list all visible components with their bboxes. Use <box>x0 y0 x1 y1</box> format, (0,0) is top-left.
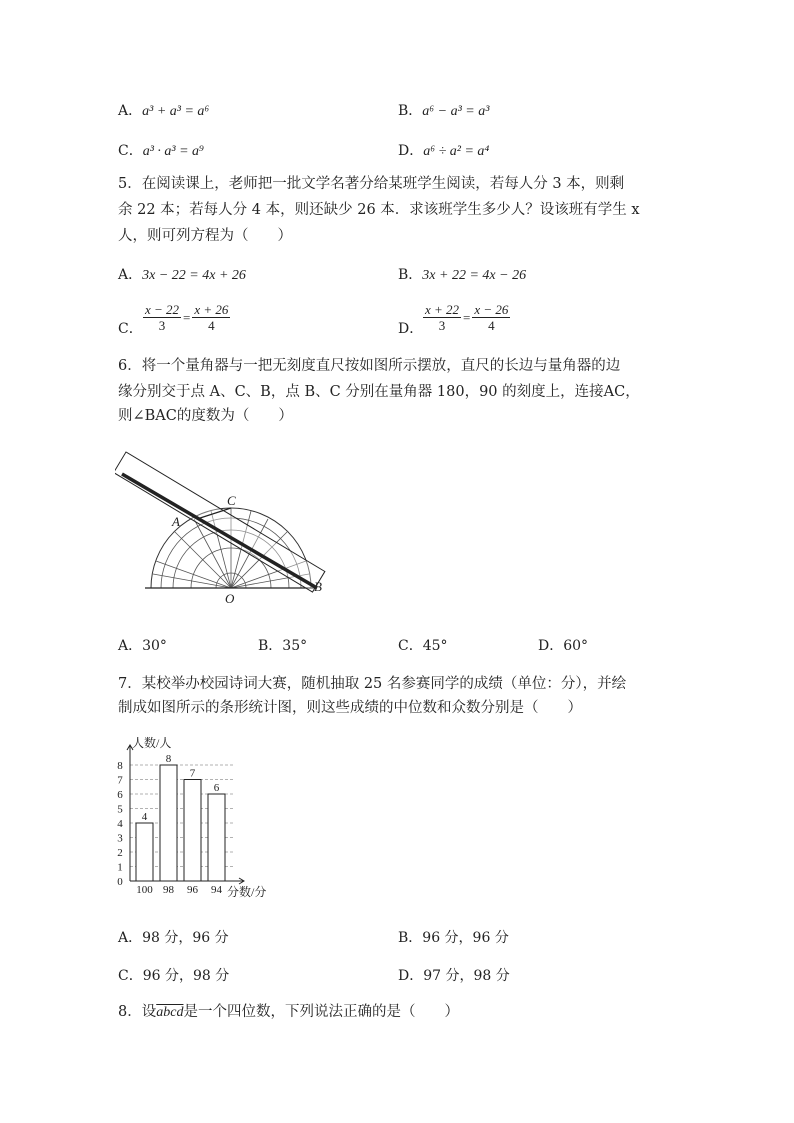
fraction-denominator: 4 <box>488 318 495 333</box>
bar <box>160 765 177 881</box>
q5-stem-line2: 余 22 本；若每人分 4 本，则还缺少 26 本．求该班学生多少人？设该班有学生 x <box>118 202 640 218</box>
y-tick-label: 8 <box>117 760 123 772</box>
fraction-denominator: 3 <box>158 318 166 333</box>
q5-stem-line1: 5．在阅读课上，老师把一批文学名著分给某班学生阅读，若每人分 3 本，则剩 <box>118 176 625 192</box>
label-c: C <box>227 493 236 508</box>
q8-suffix: 是一个四位数，下列说法正确的是（ ） <box>183 1004 459 1020</box>
option-label: A． <box>118 103 143 119</box>
q5-option-b <box>398 264 526 284</box>
protractor-ruler-figure <box>115 448 330 608</box>
q5-option-a <box>118 264 246 284</box>
bar-value-label: 4 <box>141 811 148 823</box>
q6-option-b: B．35° <box>258 638 308 654</box>
ruler <box>115 452 325 592</box>
x-tick-label: 96 <box>187 884 198 896</box>
equals-sign: = <box>463 309 471 325</box>
option-expression: 3x − 22 = 4x + 26 <box>142 268 246 283</box>
q7-stem-line2: 制成如图所示的条形统计图，则这些成绩的中位数和众数分别是（ ） <box>118 700 582 716</box>
q6-option-c: C．45° <box>398 638 448 654</box>
option-label: A． <box>118 267 143 283</box>
q4-option-a <box>118 100 209 120</box>
y-tick-label: 1 <box>117 861 123 874</box>
label-b: B <box>314 579 322 594</box>
fraction-numerator: x + 26 <box>194 302 229 317</box>
q8-overline-number: abcd <box>156 1005 184 1020</box>
q5-option-c-label: C． <box>118 321 143 337</box>
y-tick-label: 2 <box>117 847 123 859</box>
fraction-numerator: x − 26 <box>474 302 509 317</box>
q6-stem-line1: 6．将一个量角器与一把无刻度直尺按如图所示摆放，直尺的长边与量角器的边 <box>118 358 621 374</box>
option-expression: 3x + 22 = 4x − 26 <box>422 268 527 283</box>
y-tick-label: 3 <box>117 832 123 845</box>
option-expression: a⁶ − a³ = a³ <box>422 104 490 119</box>
bar <box>184 780 201 882</box>
q6-stem-line3: 则∠BAC的度数为（ ） <box>118 408 293 424</box>
x-tick-label: 98 <box>163 884 174 896</box>
q7-option-b: B．96 分，96 分 <box>398 930 509 946</box>
y-axis-label: 人数/人 <box>132 736 172 750</box>
option-expression: a³ + a³ = a⁶ <box>142 104 210 119</box>
label-o: O <box>225 591 235 606</box>
y-tick-label: 6 <box>117 789 123 801</box>
option-label: C． <box>118 143 143 159</box>
option-label: B． <box>398 267 423 283</box>
label-a: A <box>172 514 180 529</box>
q5-option-d-label: D． <box>398 321 424 337</box>
bar-value-label: 7 <box>189 767 196 780</box>
fraction-numerator: x − 22 <box>145 302 180 317</box>
q4-option-c <box>118 140 204 160</box>
bar <box>136 823 153 881</box>
q5-option-c-equation <box>141 302 232 333</box>
q4-option-d <box>398 140 489 160</box>
bar-value-label: 6 <box>213 782 220 794</box>
q7-option-a: A．98 分，96 分 <box>118 930 229 946</box>
q8-prefix: 8．设 <box>118 1004 157 1020</box>
option-expression: a⁶ ÷ a² = a⁴ <box>423 144 490 159</box>
option-expression: a³ · a³ = a⁹ <box>142 144 204 159</box>
fraction-denominator: 3 <box>438 318 446 333</box>
fraction-denominator: 4 <box>208 318 215 333</box>
y-tick-label: 0 <box>117 876 123 888</box>
x-tick-label: 100 <box>136 884 153 896</box>
option-label: B． <box>398 103 423 119</box>
equals-sign: = <box>183 309 191 325</box>
y-tick-label: 5 <box>117 803 123 816</box>
q6-option-a: A．30° <box>118 638 167 654</box>
q7-option-c: C．96 分，98 分 <box>118 968 230 984</box>
fraction-numerator: x + 22 <box>425 302 460 317</box>
bar-chart <box>112 733 282 903</box>
q6-option-d: D．60° <box>538 638 589 654</box>
q7-stem-line1: 7．某校举办校园诗词大赛，随机抽取 25 名参赛同学的成绩（单位：分），并绘 <box>118 676 627 692</box>
bar <box>208 794 225 881</box>
q8-stem <box>118 1001 459 1024</box>
q7-option-d: D．97 分，98 分 <box>398 968 510 984</box>
q5-option-d-equation <box>421 302 512 333</box>
y-tick-label: 7 <box>117 774 123 787</box>
x-tick-label: 94 <box>211 884 222 896</box>
x-axis-label: 分数/分 <box>227 885 267 899</box>
y-tick-label: 4 <box>117 818 123 830</box>
q4-option-b <box>398 100 489 120</box>
q6-stem-line2: 缘分别交于点 A、C、B，点 B、C 分别在量角器 180，90 的刻度上，连接AC， <box>118 384 640 400</box>
q5-stem-line3: 人，则可列方程为（ ） <box>118 228 292 244</box>
bar-value-label: 8 <box>165 753 172 765</box>
option-label: D． <box>398 143 424 159</box>
